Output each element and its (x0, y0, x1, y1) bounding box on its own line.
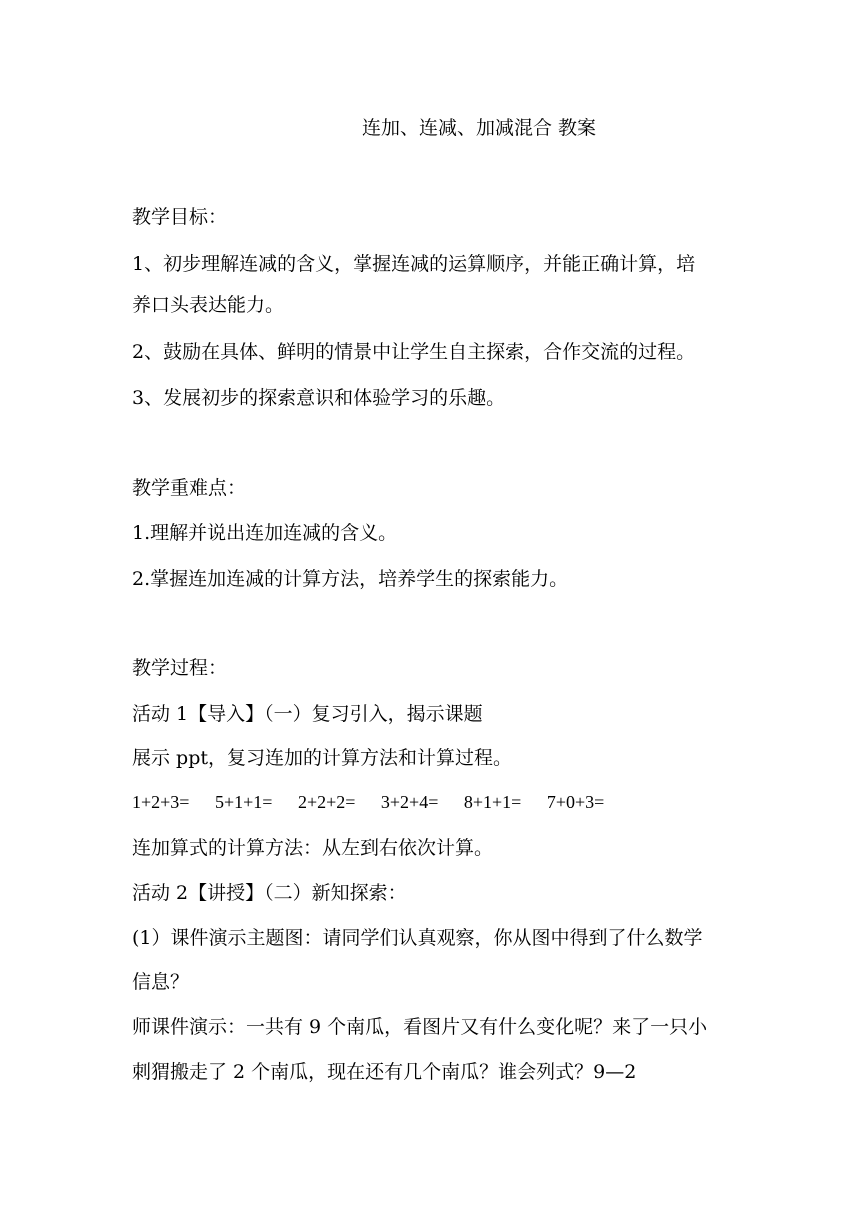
process-heading: 教学过程： (132, 657, 228, 679)
activity-2-heading: 活动 2【讲授】（二）新知探索： (132, 882, 407, 904)
key-point-2: 2.掌握连加连减的计算方法，培养学生的探索能力。 (132, 568, 569, 590)
formula: 8+1+1= (463, 792, 522, 812)
key-points-heading: 教学重难点： (132, 477, 247, 499)
formula: 7+0+3= (546, 792, 605, 812)
formula-row (132, 788, 604, 816)
activity-1-text: 展示 ppt，复习连加的计算方法和计算过程。 (132, 747, 513, 769)
objective-2: 2、鼓励在具体、鲜明的情景中让学生自主探索，合作交流的过程。 (132, 341, 696, 363)
key-point-1: 1.理解并说出连加连减的含义。 (132, 522, 398, 544)
objective-1-line-1: 1、初步理解连减的含义，掌握连减的运算顺序，并能正确计算，培 (132, 253, 696, 275)
activity-1-heading: 活动 1【导入】（一）复习引入，揭示课题 (132, 703, 483, 725)
step-1-line-2: 信息？ (132, 971, 190, 993)
objectives-heading: 教学目标： (132, 206, 228, 228)
teacher-demo-line-1: 师课件演示：一共有 9 个南瓜，看图片又有什么变化呢？来了一只小 (132, 1016, 708, 1038)
formula: 1+2+3= (132, 792, 190, 812)
objective-1-line-2: 养口头表达能力。 (132, 294, 285, 316)
method-text: 连加算式的计算方法：从左到右依次计算。 (132, 837, 494, 859)
formula: 3+2+4= (380, 792, 439, 812)
teacher-demo-line-2: 刺猬搬走了 2 个南瓜，现在还有几个南瓜？谁会列式？9—2 (132, 1061, 637, 1083)
document-title: 连加、连减、加减混合 教案 (362, 117, 597, 139)
objective-3: 3、发展初步的探索意识和体验学习的乐趣。 (132, 387, 506, 409)
formula: 2+2+2= (297, 792, 356, 812)
step-1-line-1: (1）课件演示主题图：请同学们认真观察，你从图中得到了什么数学 (132, 927, 703, 949)
formula: 5+1+1= (214, 792, 273, 812)
